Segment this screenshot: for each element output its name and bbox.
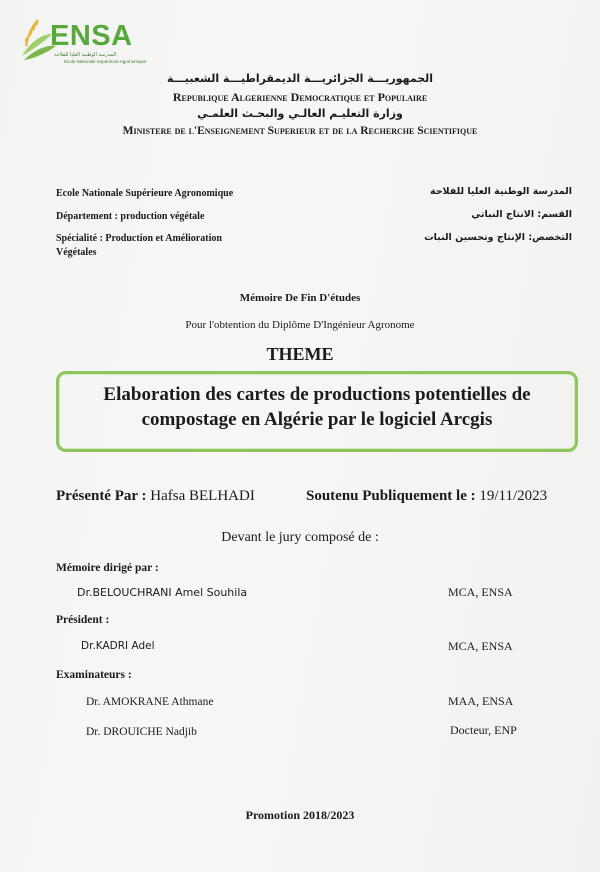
president-label: Président : bbox=[56, 614, 110, 626]
examiner-2-title: Docteur, ENP bbox=[450, 723, 517, 737]
director-title: MCA, ENSA bbox=[448, 585, 513, 599]
examiner-1-title: MAA, ENSA bbox=[448, 694, 514, 708]
promotion: Promotion 2018/2023 bbox=[245, 808, 355, 822]
jury-heading: Devant le jury composé de : bbox=[221, 530, 379, 545]
school-name-fr: Ecole Nationale Supérieure Agronomique bbox=[56, 188, 234, 199]
director-name: Dr.BELOUCHRANI Amel Souhila bbox=[77, 586, 248, 599]
logo-arabic-subtitle: المدرسة الوطنية العليا للفلاحة bbox=[54, 52, 117, 58]
speciality-fr: Spécialité : Production et Amélioration bbox=[56, 233, 222, 244]
defense-date: 19/11/2023 bbox=[479, 488, 548, 504]
presented-by bbox=[56, 488, 255, 505]
speciality-ar: التخصص: الإنتاج وتحسين النبات bbox=[424, 232, 572, 243]
theme-title-line-2: compostage en Algérie par le logiciel Arcgis bbox=[141, 409, 493, 430]
header-arabic-republic: الجمهوريـــة الجزائريـــة الديمقراطيـــة الشعبيـــة bbox=[166, 72, 434, 85]
logo-wordmark: ENSA bbox=[50, 20, 133, 52]
memoire-subtitle: Pour l'obtention du Diplôme D'Ingénieur Agronome bbox=[185, 319, 415, 331]
examiner-2-name: Dr. DROUICHE Nadjib bbox=[86, 726, 197, 738]
school-name-ar: المدرسة الوطنية العليا للفلاحة bbox=[429, 186, 572, 197]
department-ar: القسم: الانتاج النباتي bbox=[471, 209, 572, 220]
examiner-1-name: Dr. AMOKRANE Athmane bbox=[86, 696, 214, 708]
defense-info bbox=[306, 488, 547, 505]
department-fr: Département : production végétale bbox=[56, 211, 205, 222]
defense-label: Soutenu Publiquement le : bbox=[306, 488, 476, 504]
header-arabic-ministry: وزارة التعليـم العالـي والبحـث العلمـي bbox=[197, 107, 403, 120]
memoire-title: Mémoire De Fin D'études bbox=[239, 292, 361, 304]
speciality-fr-cont: Végétales bbox=[56, 247, 97, 258]
ensa-logo bbox=[18, 14, 148, 70]
examiners-label: Examinateurs : bbox=[56, 669, 132, 681]
presented-label: Présenté Par : bbox=[56, 488, 147, 504]
president-name: Dr.KADRI Adel bbox=[81, 640, 155, 652]
header-ministry: Ministere de l'Enseignement Superieur et de la Recherche Scientifique bbox=[122, 125, 478, 137]
logo-french-subtitle: Ecole Nationale Supérieure Agronomique bbox=[64, 59, 147, 64]
director-label: Mémoire dirigé par : bbox=[56, 562, 159, 574]
student-name: Hafsa BELHADI bbox=[150, 488, 255, 504]
theme-label: THEME bbox=[266, 344, 334, 364]
president-title: MCA, ENSA bbox=[448, 639, 513, 653]
header-republic: Republique Algerienne Democratique et Populaire bbox=[172, 90, 428, 104]
theme-title-line-1: Elaboration des cartes de productions potentielles de bbox=[103, 384, 531, 405]
